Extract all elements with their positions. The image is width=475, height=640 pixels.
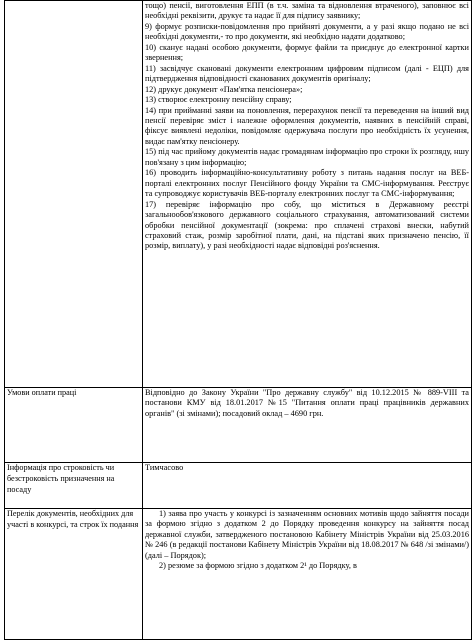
- vacancy-table: [4, 0, 472, 640]
- duty-item: 9) формує розписки-повідомлення про прийняті документи, а у разі якщо подано не всі необхідні документи,- то про документи, які необхідно надати додатково;: [145, 21, 469, 42]
- table-row: [5, 388, 472, 463]
- table-row: [5, 509, 472, 640]
- document-item: 2) резюме за формою згідно з додатком 2¹ до Порядку, в: [159, 561, 357, 571]
- duty-item: 11) засвідчує скановані документи електронним цифровим підписом (далі - ЕЦП) для підтвердження відповідності сканованих документів оригіналу;: [145, 63, 469, 84]
- table-row: [5, 463, 472, 509]
- row-label-documents: Перелік документів, необхідних для участі в конкурсі, та строк їх подання: [5, 509, 143, 640]
- duty-item: 15) під час прийому документів надає громадянам інформацію про строки їх розгляду, ншу пов'язану з цим інформацію;: [145, 147, 469, 167]
- duty-item: 14) при прийманні заяви на поновлення, перерахунок пенсії та переведення на інший вид пенсії перевіряє зміст і належне оформлення документів, наявних в пенсійній справі, фіксує виявлені недоліки, повідомляє одержувача послуги про необхідність їх усунення, видає пам'ятку пенсіонеру.: [145, 105, 469, 146]
- documents-cell: [143, 509, 472, 640]
- duty-item: 12) друкує документ «Пам'ятка пенсіонера»;: [145, 84, 303, 94]
- row-label-term: Інформація про строковість чи безстроковість призначення на посаду: [5, 463, 143, 509]
- row-label-payment: Умови оплати праці: [5, 388, 143, 463]
- term-text: Тимчасово: [145, 463, 184, 472]
- table-row: [5, 1, 472, 388]
- payment-cell: [143, 388, 472, 463]
- term-cell: [143, 463, 472, 509]
- duty-item: 16) проводить інформаційно-консультативну роботу з питань надання послуг на ВЕБ-порталі електронних послуг Пенсійного фонду України та СМС-інформування. Реєструє та супроводжує користувачів ВЕБ-порталу електронних послуг та СМС-інформування;: [145, 168, 469, 199]
- payment-text: Відповідно до Закону України "Про державну службу" від 10.12.2015 № 889-VIII та постанови КМУ від 18.01.2017 №15 "Питання оплати праці працівників державних органів" (зі змінами); посадовий оклад – 4690 грн.: [145, 388, 469, 418]
- duty-item: 10) сканує надані особою документи, формує файли та приєднує до електронної картки звернення;: [145, 42, 469, 63]
- document-item: 1) заява про участь у конкурсі із зазначенням основних мотивів щодо зайняття посади за формою згідно з додатком 2 до Порядку проведення конкурсу на зайняття посад державної служби, затвердженого постановою Кабінету Міністрів України від 25.03.2016 № 246 (в редакції постанови Кабінету Міністрів України від 18.08.2017 № 648 /зі змінами/) (далі – Порядок);: [145, 509, 469, 560]
- row-label: [5, 1, 143, 388]
- duty-item: 13) створює електронну пенсійну справу;: [145, 95, 292, 105]
- duties-cell: [143, 1, 472, 388]
- duty-item: тощо) пенсії, виготовлення ЕПП (в т.ч. заміна та відновлення втраченого), заповнює всі необхідні реквізити, друкує та надає її для підпису заявнику;: [145, 1, 469, 21]
- duty-item: 17) перевіряє інформацію про собу, що міститься в Державному реєстрі загальнообов'язкового державного соціального страхування, автоматизований системи обробки пенсійної документації (зокрема: про сплачені страхові внески, набутий страховий стаж, розмір заробітної плати, дані, на підставі яких призначено пенсію, її розмір, виплату), у разі необхідності надає відповідні роз'яснення.: [145, 199, 469, 251]
